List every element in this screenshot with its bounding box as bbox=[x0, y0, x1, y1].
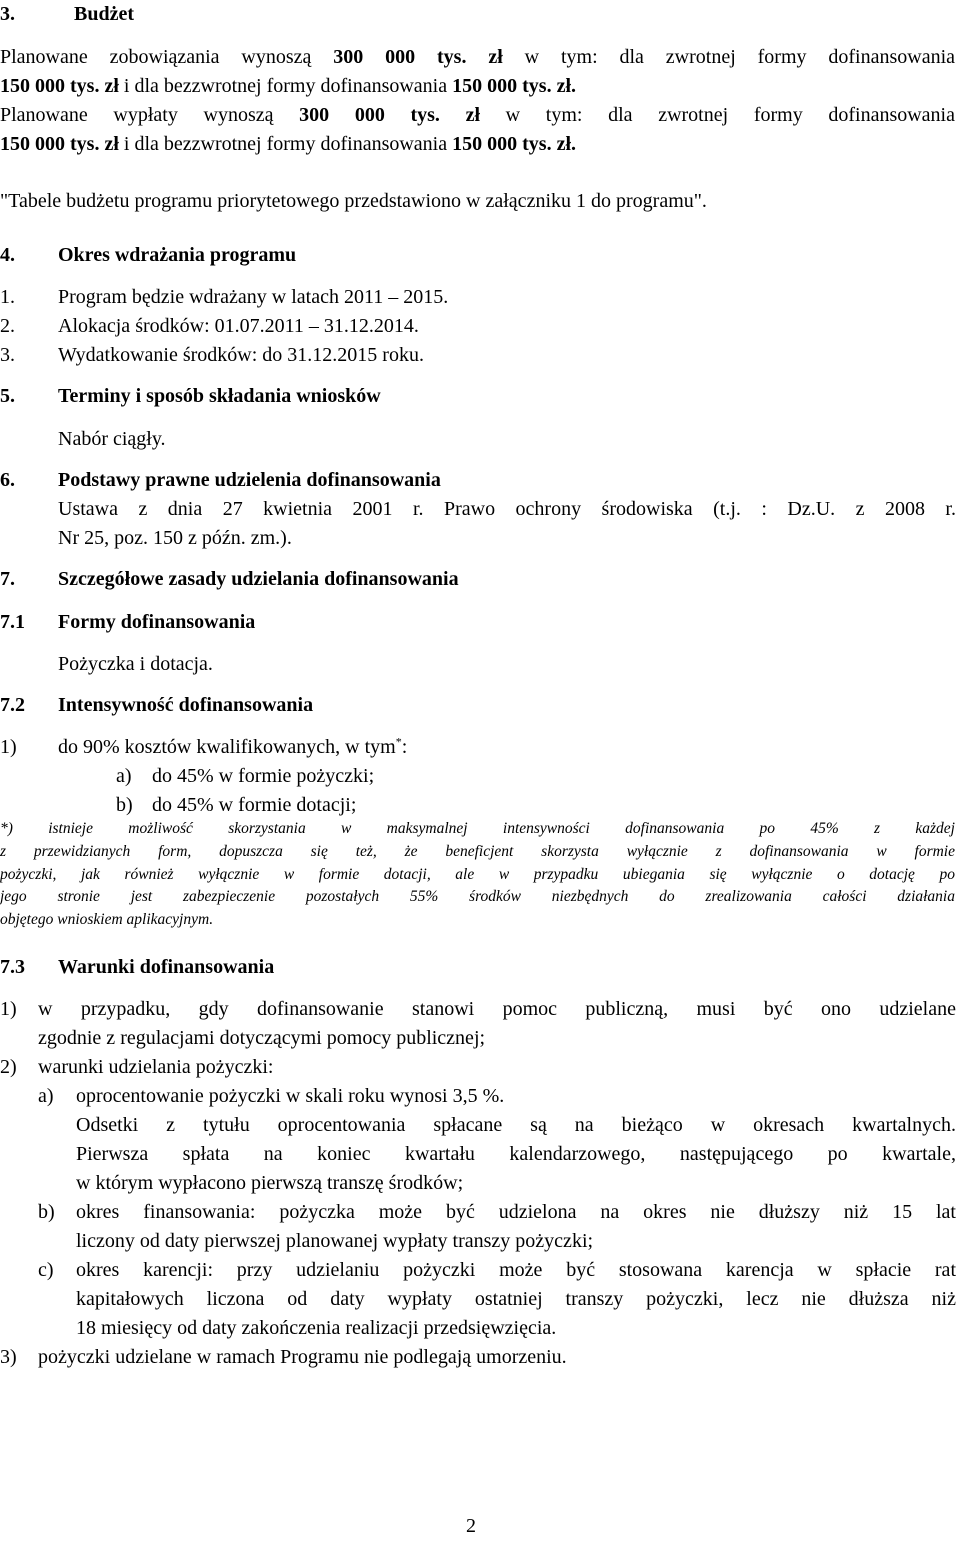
section-number: 3. bbox=[0, 3, 15, 25]
intensity-footnote: *) istnieje możliwość skorzystania w maksymalnej intensywności dofinansowania po 45% z każdej z przewidzianych form, dopuszcza się też, że beneficjent skorzysta wyłącznie z dofinansowania w formie pożyczki, jak również wyłącznie w formie dotacji, ale w przypadku ubiegania się wyłącznie o dotację po jego stronie jest zabezpieczenie pozostałych 55% środków niezbędnych do zrealizowania całości działania objętego wnioskiem aplikacyjnym. bbox=[0, 820, 955, 929]
paragraph-line: Planowane zobowiązania wynoszą 300 000 tys. zł w tym: dla zwrotnej formy dofinansowania bbox=[0, 46, 956, 68]
implementation-list bbox=[0, 283, 960, 370]
list-item: 1. Program będzie wdrażany w latach 2011 – 2015. bbox=[0, 286, 449, 308]
section-title: Okres wdrażania programu bbox=[58, 244, 297, 266]
paragraph-line: 150 000 tys. zł i dla bezzwrotnej formy dofinansowania 150 000 tys. zł. bbox=[0, 133, 577, 155]
list-item: b) do 45% w formie dotacji; bbox=[116, 794, 357, 816]
paragraph-line: Planowane wypłaty wynoszą 300 000 tys. zł w tym: dla zwrotnej formy dofinansowania bbox=[0, 104, 955, 126]
application-mode-text: Nabór ciągły. bbox=[58, 428, 166, 450]
section-title: Terminy i sposób składania wniosków bbox=[58, 385, 381, 407]
list-item: 3. Wydatkowanie środków: do 31.12.2015 roku. bbox=[0, 344, 424, 366]
section-title: Szczegółowe zasady udzielania dofinansowania bbox=[58, 568, 459, 590]
budget-tables-note: "Tabele budżetu programu priorytetowego przedstawiono w załączniku 1 do programu". bbox=[0, 190, 707, 212]
budget-payments-paragraph bbox=[0, 101, 955, 159]
list-item: 2. Alokacja środków: 01.07.2011 – 31.12.2014. bbox=[0, 315, 419, 337]
document-page: 3. Budżet Planowane zobowiązania wynoszą 300 000 tys. zł w tym: dla zwrotnej formy dofinansowania 150 000 tys. zł i dla bezzwrotnej formy dofinansowania 150 000 tys. zł. Planowane wypłaty wynoszą 300 000 tys. zł w tym: dla zwrotnej formy dofinansowania 150 000 tys. zł i dla bezzwrotnej formy dofinansowania 150 000 tys. zł. "Tabele budżetu programu priorytetowego przedstawiono w załączniku 1 do programu". 4. Okres wdrażania programu 1. Program będzie wdrażany w latach 2011 – 2015. 2. Alokacja środków: 01.07.2011 – 31.12.2014. 3. Wydatkowanie środków: do 31.12.2015 roku. 5. Terminy i sposób składania wniosków Nabór ciągły. 6. Podstawy prawne udzielenia dofinansowania Ustawa z dnia 27 kwietnia 2001 r. Prawo ochrony środowiska (t.j. : Dz.U. z 2008 r. Nr 25, poz. 150 z późn. zm.). 7. Szczegółowe zasady udzielania dofinansowania 7.1 Formy dofinansowania Pożyczka i dotacja. 7.2 Intensywność dofinansowania 1) do 90% kosztów kwalifikowanych, w tym*: a) do 45% w formie pożyczki; b) do 45% w formie dotacji; *) istnieje możliwość skorzystania w maksymalnej intensywności dofinansowania po 45% z każdej z przewidzianych form, dopuszcza się też, że beneficjent skorzysta wyłącznie z dofinansowania w formie pożyczki, jak również wyłącznie w formie dotacji, ale w przypadku ubiegania się wyłącznie o dotację po jego stronie jest zabezpieczenie pozostałych 55% środków niezbędnych do zrealizowania całości działania objętego wnioskiem aplikacyjnym. 7.3 Warunki dofinansowania 1) w przypadku, gdy dofinansowanie stanowi pomoc publiczną, musi być ono udzielane zgodnie z regulacjami dotyczącymi pomocy publicznej; 2) warunki udzielania pożyczki: a) oprocentowanie pożyczki w skali roku wynosi 3,5 %. Odsetki z tytułu oprocentowania spłacane są na bieżąco w okresach kwartalnych. Pierwsza spłata na koniec kwartału kalendarzowego, następującego po kwartale, w którym wypłacono pierwszą transzę środków; b) okres finansowania: pożyczka może być udzielona na okres nie dłuższy niż 15 lat liczony od daty pierwszej planowanej wypłaty transzy pożyczki; c) okres karencji: przy udzielaniu pożyczki może być stosowana karencja w spłacie rat kapitałowych liczona od daty wypłaty ostatniej transzy pożyczki, lecz nie dłuższa niż 18 miesięcy od daty zakończenia realizacji przedsięwzięcia. 3) pożyczki udzielane w ramach Programu nie podlegają umorzeniu. 2 bbox=[0, 0, 960, 1543]
page-number: 2 bbox=[466, 1515, 476, 1537]
section-title: Warunki dofinansowania bbox=[58, 956, 275, 978]
legal-basis-text: Ustawa z dnia 27 kwietnia 2001 r. Prawo ochrony środowiska (t.j. : Dz.U. z 2008 r. Nr 25, poz. 150 z późn. zm.). bbox=[58, 498, 956, 549]
section-title: Intensywność dofinansowania bbox=[58, 694, 314, 716]
list-item: a) do 45% w formie pożyczki; bbox=[116, 765, 375, 787]
section-title: Formy dofinansowania bbox=[58, 611, 256, 633]
budget-commitments-paragraph bbox=[0, 43, 955, 101]
paragraph-line: 150 000 tys. zł i dla bezzwrotnej formy dofinansowania 150 000 tys. zł. bbox=[0, 75, 577, 97]
section-title: Podstawy prawne udzielenia dofinansowania bbox=[58, 469, 441, 491]
section-title: Budżet bbox=[74, 3, 134, 25]
intensity-sublist bbox=[0, 762, 960, 820]
funding-forms-text: Pożyczka i dotacja. bbox=[58, 653, 213, 675]
